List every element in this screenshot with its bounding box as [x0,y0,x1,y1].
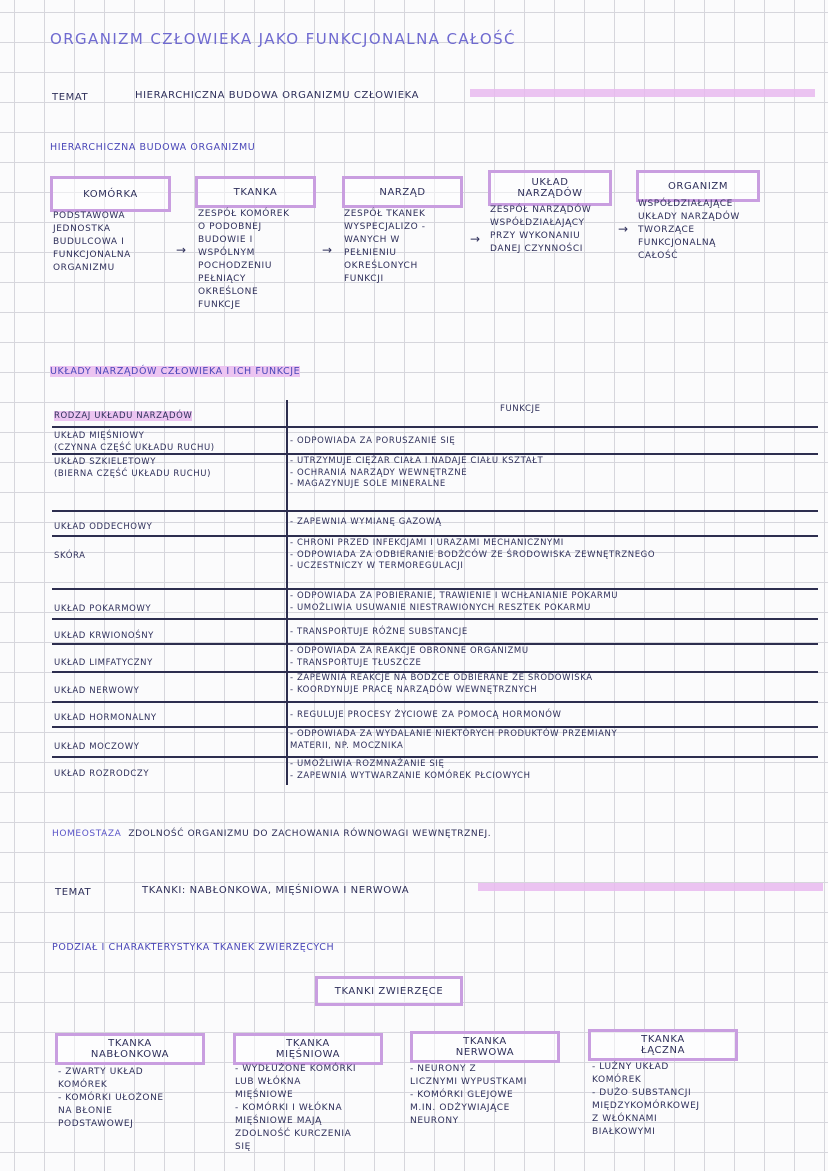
table-row-divider [52,756,818,758]
table-row-name: UKŁAD ROZRODCZY [54,769,150,779]
topic-title: TKANKI: NABŁONKOWA, MIĘŚNIOWA I NERWOWA [142,885,410,896]
table-row-functions: - ZAPEWNIA REAKCJE NA BODŹCE ODBIERANE ZE ŚRODOWISKA - KOORDYNUJE PRACĘ NARZĄDÓW WEWNĘTRZNYCH [290,673,593,695]
tissues-root-label: TKANKI ZWIERZĘCE [334,985,444,997]
table-row-functions: - ODPOWIADA ZA PORUSZANIE SIĘ [290,436,456,446]
table-row-name: UKŁAD HORMONALNY [54,713,157,723]
table-row-name: UKŁAD SZKIELETOWY (BIERNA CZĘŚĆ UKŁADU RUCHU) [54,457,212,479]
table-row-functions: - ZAPEWNIA WYMIANĘ GAZOWĄ [290,517,442,527]
table-row-name: UKŁAD NERWOWY [54,686,140,696]
table-row-divider [52,618,818,620]
table-row-functions: - ODPOWIADA ZA WYDALANIE NIEKTÓRYCH PRODUKTÓW PRZEMIANY MATERII, NP. MOCZNIKA [290,729,618,751]
tissue-description-connective: - LUŹNY UKŁAD KOMÓREK - DUŻO SUBSTANCJI MIĘDZYKOMÓRKOWEJ Z WŁÓKNAMI BIAŁKOWYMI [592,1062,700,1137]
table-row-divider [52,588,818,590]
homeostasis-definition [52,829,491,839]
tissue-box-epithelial: TKANKA NABŁONKOWA [55,1033,205,1065]
tissue-box-connective: TKANKA ŁĄCZNA [588,1029,738,1061]
table-row-functions: - UMOŻLIWIA ROZMNAŻANIE SIĘ - ZAPEWNIA WYTWARZANIE KOMÓREK PŁCIOWYCH [290,759,531,781]
homeostasis-term: HOMEOSTAZA [52,829,122,839]
level-description-organ-system: ZESPÓŁ NARZĄDÓW WSPÓŁDZIAŁAJĄCY PRZY WYKONANIU DANEJ CZYNNOŚCI [490,205,592,254]
table-header-functions: FUNKCJE [500,404,541,414]
tissue-box-nervous: TKANKA NERWOWA [410,1031,560,1063]
tissue-description-muscle: - WYDŁUŻONE KOMÓRKI LUB WŁÓKNA MIĘŚNIOWE - KOMÓRKI I WŁÓKNA MIĘŚNIOWE MAJĄ ZDOLNOŚĆ KURCZENIA SIĘ [235,1064,357,1152]
level-box-cell [50,176,171,212]
table-row-functions: - REGULUJE PROCESY ŻYCIOWE ZA POMOCĄ HORMONÓW [290,710,562,720]
table-row-name: UKŁAD POKARMOWY [54,604,152,614]
table-row-functions: - ODPOWIADA ZA REAKCJE OBRONNE ORGANIZMU - TRANSPORTUJE TŁUSZCZE [290,646,529,668]
table-row-divider [52,701,818,703]
table-row-divider [52,643,818,645]
table-header-divider [52,426,818,428]
table-row-name: UKŁAD MOCZOWY [54,742,140,752]
level-name-line: NARZĄDÓW [517,188,583,199]
homeostasis-text: ZDOLNOŚĆ ORGANIZMU DO ZACHOWANIA RÓWNOWAGI WEWNĘTRZNEJ. [128,829,492,839]
table-row-name: UKŁAD KRWIONOŚNY [54,631,154,641]
level-name: KOMÓRKA [83,188,138,200]
level-box-tissue [195,176,316,208]
level-description-tissue: ZESPÓŁ KOMÓREK O PODOBNEJ BUDOWIE I WSPÓLNYM POCHODZENIU PEŁNIĄCY OKREŚLONE FUNKCJE [198,209,290,310]
section-heading-hierarchy: HIERARCHICZNA BUDOWA ORGANIZMU [50,142,256,153]
arrow-right-icon: → [322,243,333,257]
tissues-root-box [315,976,463,1006]
table-row-divider [52,726,818,728]
level-name: ORGANIZM [667,180,729,192]
level-description-cell: PODSTAWOWA JEDNOSTKA BUDULCOWA I FUNKCJONALNA ORGANIZMU [53,211,131,273]
level-description-organ: ZESPÓŁ TKANEK WYSPECJALIZO - WANYCH W PEŁNIENIU OKREŚLONYCH FUNKCJI [344,209,426,284]
tissue-description-epithelial: - ZWARTY UKŁAD KOMÓREK - KOMÓRKI UŁOŻONE NA BŁONIE PODSTAWOWEJ [58,1067,164,1129]
table-row-name: SKÓRA [54,551,86,561]
arrow-right-icon: → [470,232,481,246]
arrow-right-icon: → [176,243,187,257]
table-row-name: UKŁAD MIĘŚNIOWY (CZYNNA CZĘŚĆ UKŁADU RUCHU) [54,431,215,453]
section-heading-tissues: PODZIAŁ I CHARAKTERYSTYKA TKANEK ZWIERZĘCYCH [52,942,335,953]
page-title: ORGANIZM CZŁOWIEKA JAKO FUNKCJONALNA CAŁOŚĆ [50,30,516,48]
table-row-divider [52,510,818,512]
table-row-divider [52,535,818,537]
highlighted-heading: UKŁADY NARZĄDÓW CZŁOWIEKA I ICH FUNKCJE [50,366,301,377]
table-header-system-type: RODZAJ UKŁADU NARZĄDÓW [54,411,193,421]
table-row-functions: - ODPOWIADA ZA POBIERANIE, TRAWIENIE I WCHŁANIANIE POKARMU - UMOŻLIWIA USUWANIE NIESTRAWIONYCH RESZTEK POKARMU [290,591,619,613]
table-row-functions: - CHRONI PRZED INFEKCJAMI I URAZAMI MECHANICZNYMI - ODPOWIADA ZA ODBIERANIE BODŹCÓW ZE ŚRODOWISKA ZEWNĘTRZNEGO - UCZESTNICZY W TERMOREGULACJI [290,538,656,571]
level-box-organ-system [488,170,612,206]
table-row-functions: - TRANSPORTUJE RÓŻNE SUBSTANCJE [290,627,468,637]
level-name: TKANKA [233,186,278,198]
section-heading-organ-systems [50,366,300,377]
table-row-divider [52,453,818,455]
level-name: NARZĄD [379,186,426,198]
highlighter-stroke [478,883,823,891]
topic-title: HIERARCHICZNA BUDOWA ORGANIZMU CZŁOWIEKA [135,90,420,101]
table-row-name: UKŁAD ODDECHOWY [54,522,153,532]
highlighter-stroke [470,89,815,97]
tissue-description-nervous: - NEURONY Z LICZNYMI WYPUSTKAMI - KOMÓRKI GLEJOWE M.IN. ODŻYWIAJĄCE NEURONY [410,1064,527,1126]
topic-label: TEMAT [52,92,89,103]
table-row-functions: - UTRZYMUJE CIĘŻAR CIAŁA I NADAJE CIAŁU KSZTAŁT - OCHRANIA NARZĄDY WEWNĘTRZNE - MAGAZYNUJE SOLE MINERALNE [290,456,544,489]
level-name-line: UKŁAD [531,177,569,188]
arrow-right-icon: → [618,222,629,236]
tissue-box-muscle: TKANKA MIĘŚNIOWA [233,1033,383,1065]
level-description-organism: WSPÓŁDZIAŁAJĄCE UKŁADY NARZĄDÓW TWORZĄCE FUNKCJONALNĄ CAŁOŚĆ [638,199,740,261]
table-row-name: UKŁAD LIMFATYCZNY [54,658,153,668]
topic-label: TEMAT [55,887,92,898]
level-box-organ [342,176,463,208]
